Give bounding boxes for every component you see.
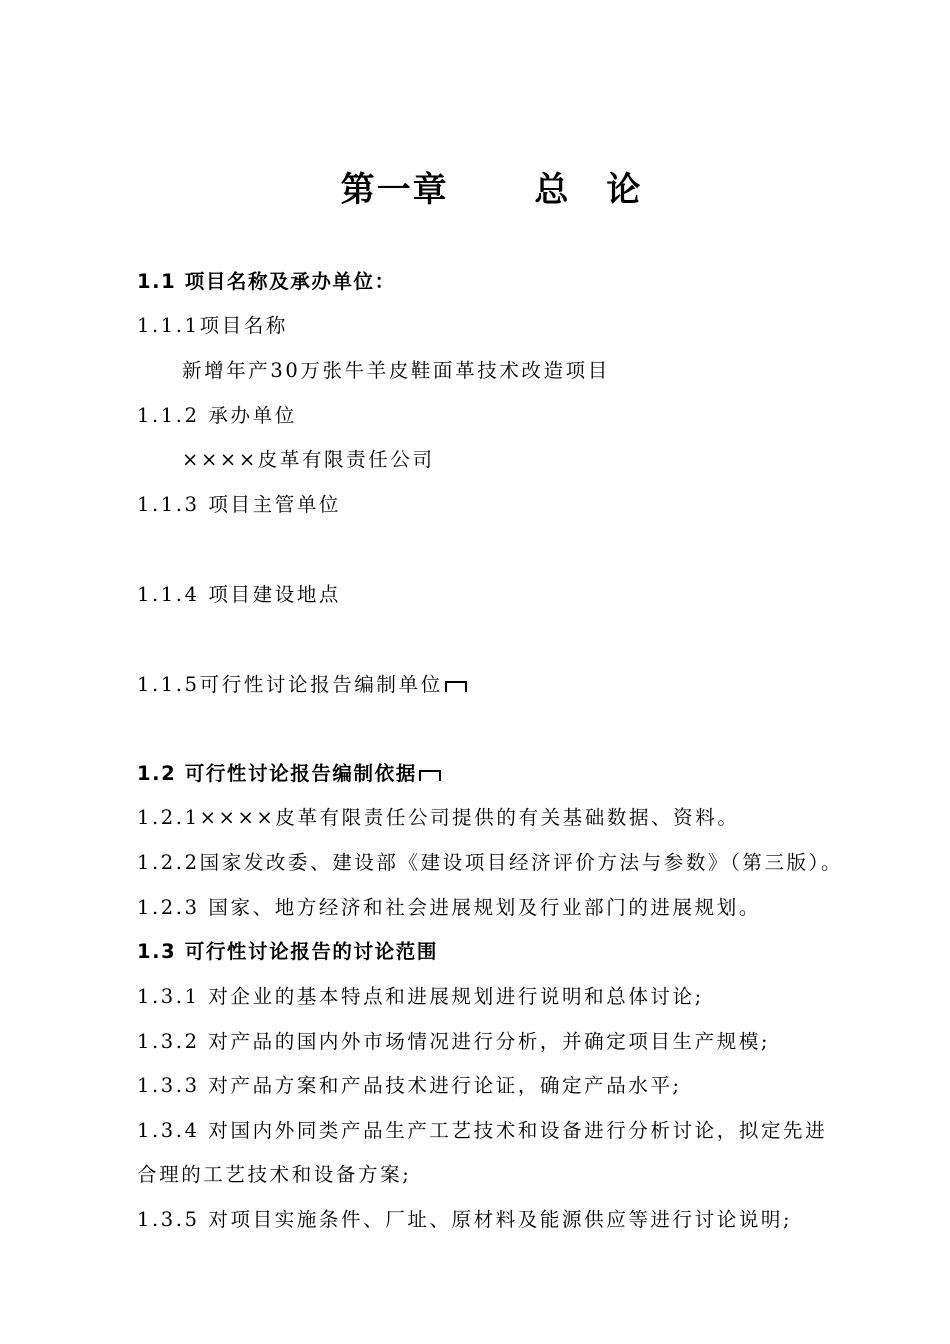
- item-1-3-2: 1.3.2 对产品的国内外市场情况进行分析，并确定项目生产规模;: [137, 1030, 771, 1053]
- section-heading-1-1: 1.1 项目名称及承办单位：: [137, 270, 396, 293]
- item-1-1-5: 1.1.5可行性讨论报告编制单位: [137, 673, 443, 696]
- item-1-1-4: 1.1.4 项目建设地点: [137, 583, 342, 606]
- item-1-3-4-continued: 合理的工艺技术和设备方案;: [137, 1163, 412, 1186]
- chapter-title: 第一章 总 论: [340, 170, 643, 210]
- project-name-text: 新增年产30万张牛羊皮鞋面革技术改造项目: [182, 359, 610, 382]
- section-heading-1-3: 1.3 可行性讨论报告的讨论范围: [137, 940, 438, 963]
- bracket-mark-icon: [419, 770, 441, 781]
- item-1-3-4: 1.3.4 对国内外同类产品生产工艺技术和设备进行分析讨论，拟定先进: [137, 1119, 828, 1142]
- section-heading-1-2-row: [137, 760, 441, 788]
- company-name-text: ××××皮革有限责任公司: [182, 448, 435, 471]
- item-1-3-3: 1.3.3 对产品方案和产品技术进行论证，确定产品水平;: [137, 1074, 682, 1097]
- item-1-2-2: 1.2.2国家发改委、建设部《建设项目经济评价方法与参数》（第三版）。: [137, 851, 844, 874]
- item-1-2-3: 1.2.3 国家、地方经济和社会进展规划及行业部门的进展规划。: [137, 896, 761, 919]
- item-1-3-1: 1.3.1 对企业的基本特点和进展规划进行说明和总体讨论;: [137, 985, 704, 1008]
- item-1-1-1: 1.1.1项目名称: [137, 314, 289, 337]
- bracket-mark-icon: [445, 681, 467, 692]
- item-1-2-1: 1.2.1××××皮革有限责任公司提供的有关基础数据、资料。: [137, 806, 740, 829]
- item-1-1-5-row: [137, 671, 467, 699]
- section-heading-1-2: 1.2 可行性讨论报告编制依据: [137, 762, 417, 785]
- item-1-3-5: 1.3.5 对项目实施条件、厂址、原材料及能源供应等进行讨论说明;: [137, 1208, 793, 1231]
- item-1-1-3: 1.1.3 项目主管单位: [137, 493, 342, 516]
- item-1-1-2: 1.1.2 承办单位: [137, 404, 297, 427]
